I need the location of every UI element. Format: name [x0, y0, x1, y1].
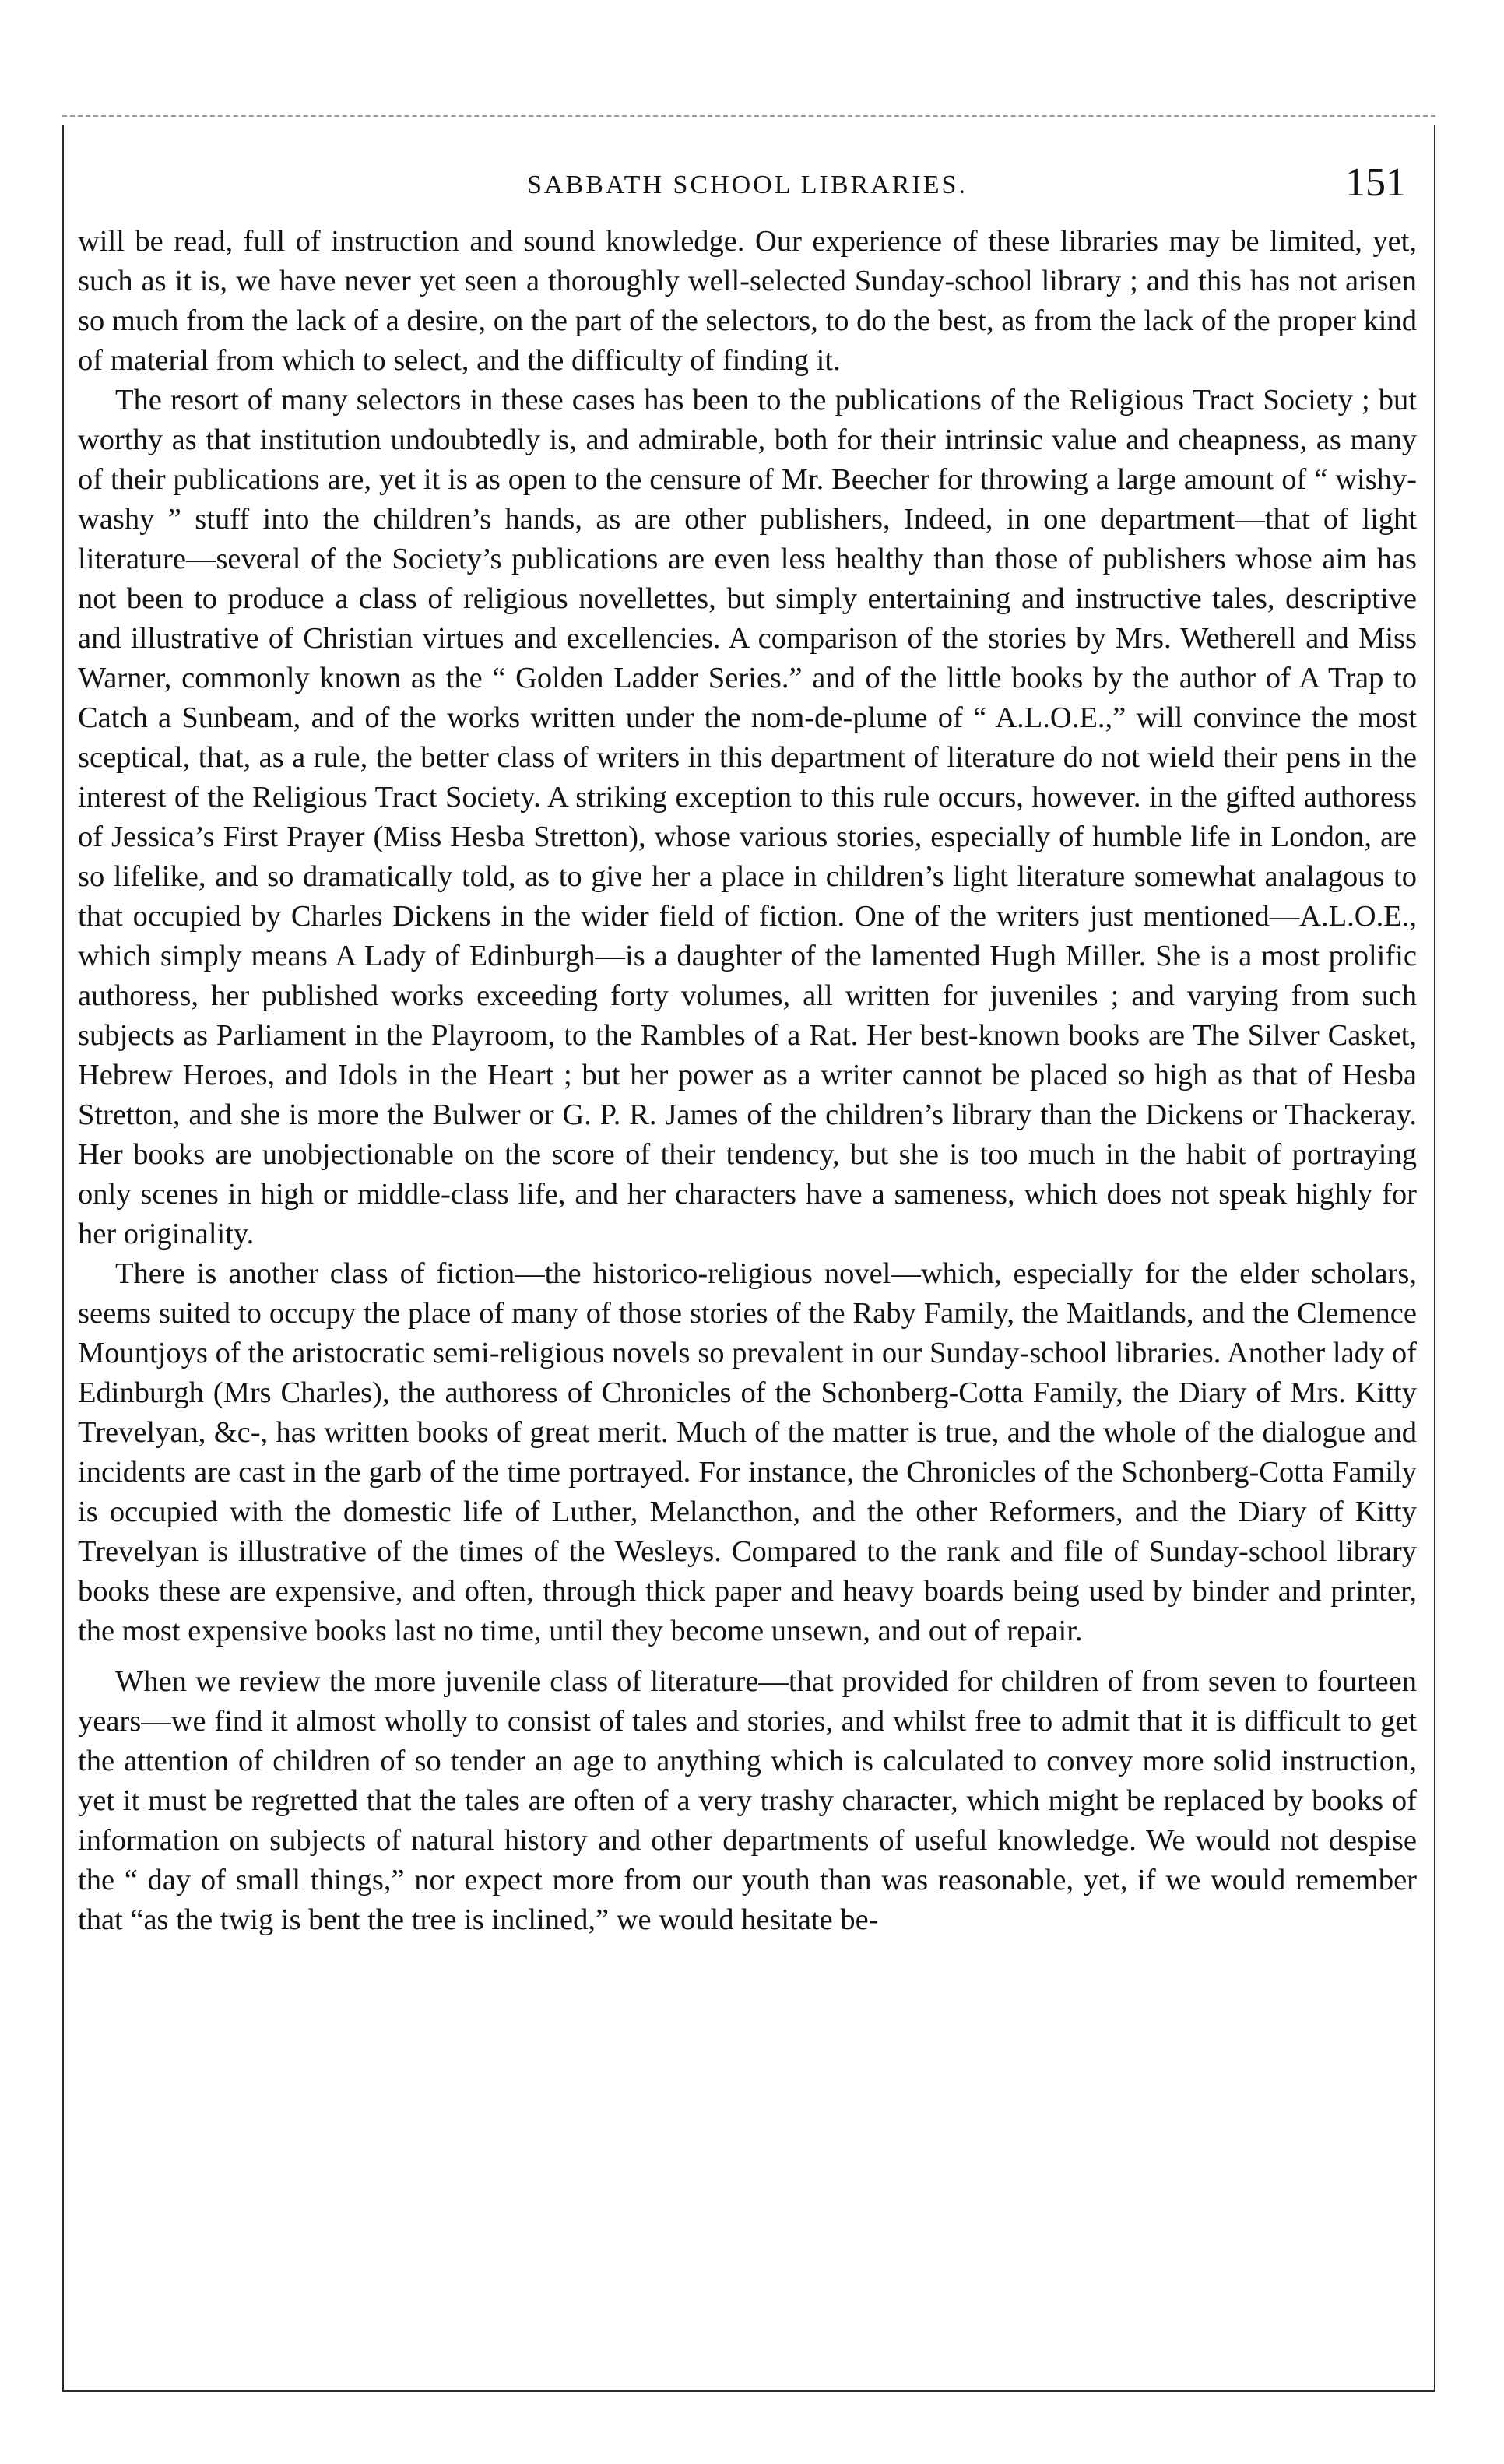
paragraph-tract-society: The resort of many selectors in these cases has been to the publications of the Religious Tract Society ; but worthy as that institution undoubtedly is, and admirable, both for their intrinsic value and cheapness, as many of their publications are, yet it is as open to the censure of Mr. Beecher for throwing a large amount of “ wishy-washy ” stuff into the children’s hands, as are other publishers, Indeed, in one department—that of light literature—several of the Society’s publications are even less healthy than those of publishers whose aim has not been to produce a class of religious novellettes, but simply entertaining and instructive tales, descriptive and illustrative of Christian virtues and excellencies. A comparison of the stories by Mrs. Wetherell and Miss Warner, commonly known as the “ Golden Ladder Series.” and of the little books by the author of A Trap to Catch a Sunbeam, and of the works written under the nom-de-plume of “ A.L.O.E.,” will convince the most sceptical, that, as a rule, the better class of writers in this department of literature do not wield their pens in the interest of the Religious Tract Society. A striking exception to this rule occurs, however. in the gifted authoress of Jessica’s First Prayer (Miss Hesba Stretton), whose various stories, especially of humble life in London, are so lifelike, and so dramatically told, as to give her a place in children’s light literature somewhat analagous to that occupied by Charles Dickens in the wider field of fiction. One of the writers just mentioned—A.L.O.E., which simply means A Lady of Edinburgh—is a daughter of the lamented Hugh Miller. She is a most prolific authoress, her published works exceeding forty volumes, all written for juveniles ; and varying from such subjects as Parliament in the Playroom, to the Rambles of a Rat. Her best-known books are The Silver Casket, Hebrew Heroes, and Idols in the Heart ; but her power as a writer cannot be placed so high as that of Hesba Stretton, and she is more the Bulwer or G. P. R. James of the children’s library than the Dickens or Thackeray. Her books are unobjectionable on the score of their tendency, but she is too much in the habit of portraying only scenes in high or middle-class life, and her characters have a sameness, which does not speak highly for her originality.: [78, 384, 1417, 1250]
body-text: [78, 222, 1417, 1940]
running-header: [78, 160, 1417, 206]
running-title: SABBATH SCHOOL LIBRARIES.: [527, 170, 968, 199]
paragraph-continued: will be read, full of instruction and sound knowledge. Our experience of these libraries may be limited, yet, such as it is, we have never yet seen a thoroughly well-selected Sunday-school library ; and this has not arisen so much from the lack of a desire, on the part of the selectors, to do the best, as from the lack of the proper kind of material from which to select, and the difficulty of finding it.: [78, 225, 1417, 377]
page-number: 151: [1345, 160, 1406, 205]
paragraph-historical-novel: There is another class of fiction—the historico-religious novel—which, especially for the elder scholars, seems suited to occupy the place of many of those stories of the Raby Family, the Maitlands, and the Clemence Mountjoys of the aristocratic semi-religious novels so prevalent in our Sunday-school libraries. Another lady of Edinburgh (Mrs Charles), the authoress of Chronicles of the Schonberg-Cotta Family, the Diary of Mrs. Kitty Trevelyan, &c-, has written books of great merit. Much of the matter is true, and the whole of the dialogue and incidents are cast in the garb of the time portrayed. For instance, the Chronicles of the Schonberg-Cotta Family is occupied with the domestic life of Luther, Melancthon, and the other Reformers, and the Diary of Kitty Trevelyan is illustrative of the times of the Wesleys. Compared to the rank and file of Sunday-school library books these are expensive, and often, through thick paper and heavy boards being used by binder and printer, the most expensive books last no time, until they become unsewn, and out of repair.: [78, 1257, 1417, 1647]
top-dashed-rule: [62, 115, 1435, 117]
paragraph-juvenile-literature: When we review the more juvenile class of literature—that provided for children of from seven to fourteen years—we find it almost wholly to consist of tales and stories, and whilst free to admit that it is difficult to get the attention of children of so tender an age to anything which is calculated to convey more solid instruction, yet it must be regretted that the tales are often of a very trashy character, which might be replaced by books of information on subjects of natural history and other departments of useful knowledge. We would not despise the “ day of small things,” nor expect more from our youth than was reasonable, yet, if we would remember that “as the twig is bent the tree is inclined,” we would hesitate be-: [78, 1665, 1417, 1936]
